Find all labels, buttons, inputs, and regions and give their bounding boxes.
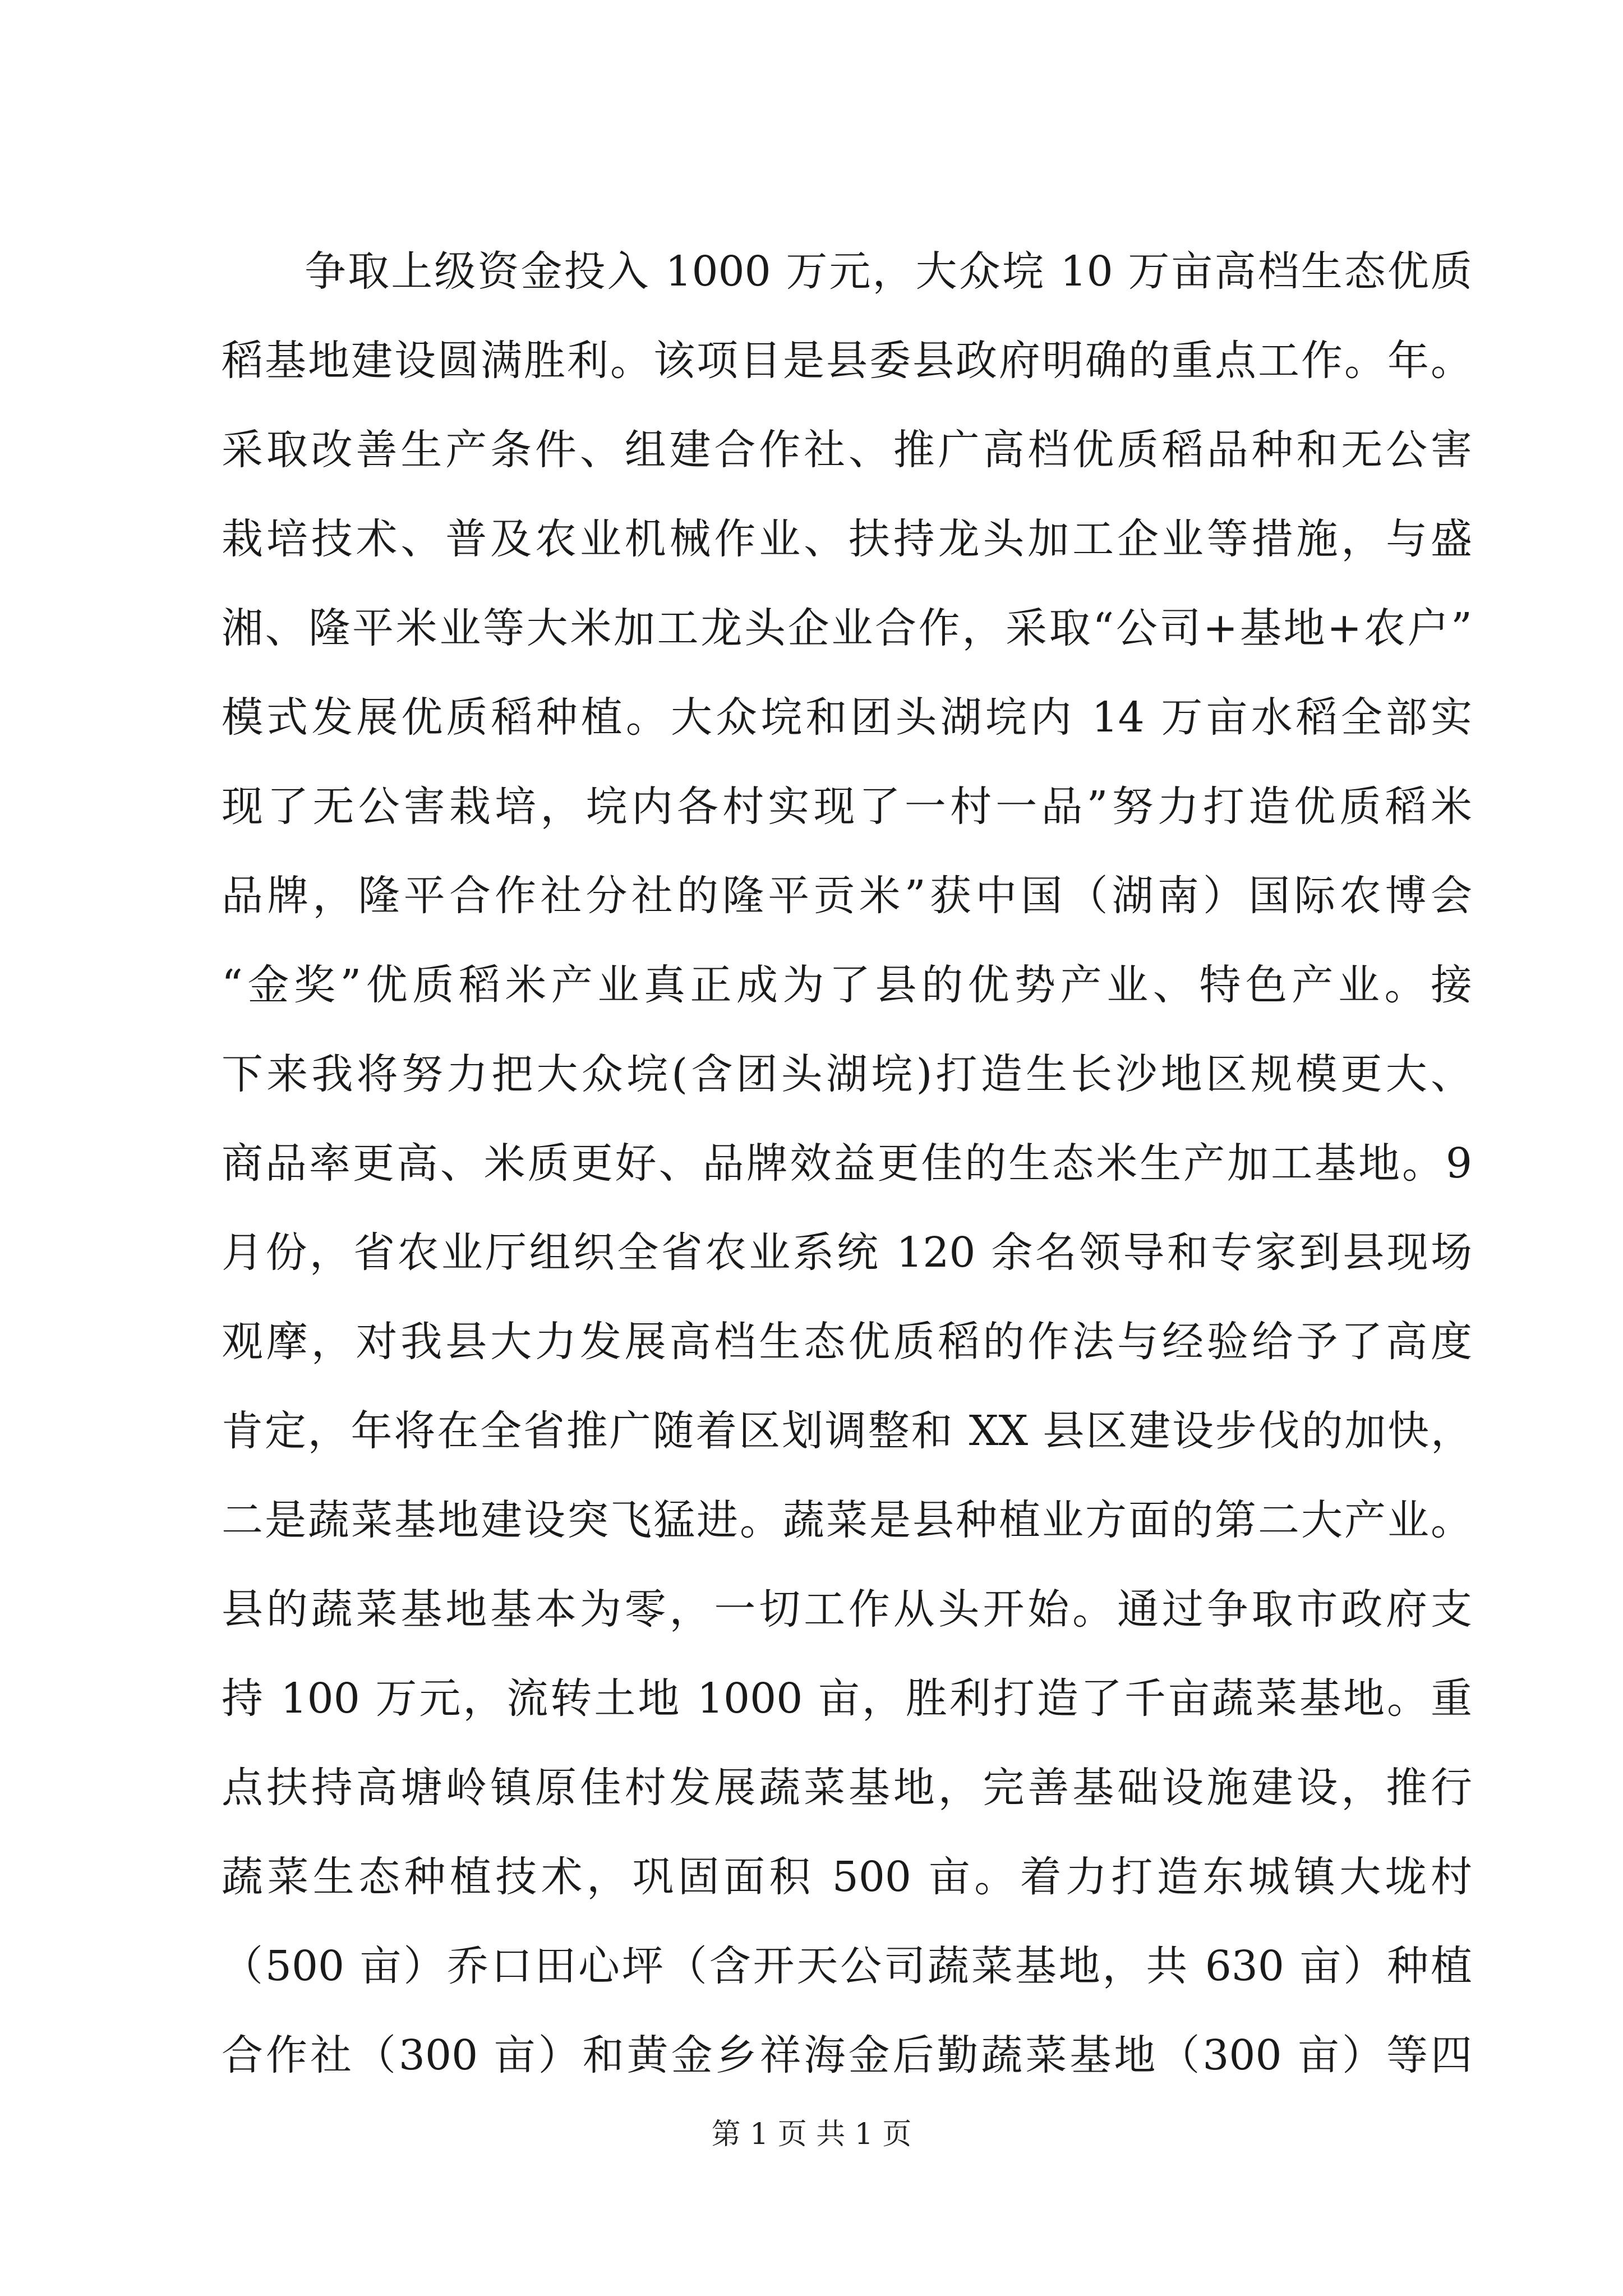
text-line: 点扶持高塘岭镇原佳村发展蔬菜基地，完善基础设施建设，推行 bbox=[222, 1764, 1472, 1812]
text-line: 栽培技术、普及农业机械作业、扶持龙头加工企业等措施，与盛 bbox=[222, 515, 1472, 563]
text-line: 月份，省农业厅组织全省农业系统 120 余名领导和专家到县现场 bbox=[222, 1228, 1472, 1277]
text-line: 肯定，年将在全省推广随着区划调整和 XX 县区建设步伐的加快， bbox=[222, 1407, 1472, 1455]
text-line: 湘、隆平米业等大米加工龙头企业合作，采取“公司+基地+农户” bbox=[222, 604, 1472, 652]
text-line: 观摩，对我县大力发展高档生态优质稻的作法与经验给予了高度 bbox=[222, 1318, 1472, 1366]
text-line: 争取上级资金投入 1000 万元，大众垸 10 万亩高档生态优质 bbox=[305, 247, 1472, 296]
text-line: 二是蔬菜基地建设突飞猛进。蔬菜是县种植业方面的第二大产业。 bbox=[222, 1496, 1472, 1544]
text-line: （500 亩）乔口田心坪（含开天公司蔬菜基地，共 630 亩）种植 bbox=[222, 1942, 1472, 1990]
text-line: 采取改善生产条件、组建合作社、推广高档优质稻品种和无公害 bbox=[222, 426, 1472, 474]
text-line: 模式发展优质稻种植。大众垸和团头湖垸内 14 万亩水稻全部实 bbox=[222, 693, 1472, 742]
text-line: 县的蔬菜基地基本为零，一切工作从头开始。通过争取市政府支 bbox=[222, 1585, 1472, 1634]
text-line: 持 100 万元，流转土地 1000 亩，胜利打造了千亩蔬菜基地。重 bbox=[222, 1674, 1472, 1723]
page-footer: 第 1 页 共 1 页 bbox=[711, 2118, 912, 2151]
text-line: 合作社（300 亩）和黄金乡祥海金后勤蔬菜基地（300 亩）等四 bbox=[222, 2031, 1472, 2079]
text-line: 稻基地建设圆满胜利。该项目是县委县政府明确的重点工作。年。 bbox=[222, 337, 1472, 385]
text-line: “金奖”优质稻米产业真正成为了县的优势产业、特色产业。接 bbox=[222, 961, 1472, 1009]
text-line: 蔬菜生态种植技术，巩固面积 500 亩。着力打造东城镇大垅村 bbox=[222, 1853, 1472, 1901]
text-line: 商品率更高、米质更好、品牌效益更佳的生态米生产加工基地。9 bbox=[222, 1139, 1472, 1188]
text-line: 下来我将努力把大众垸(含团头湖垸)打造生长沙地区规模更大、 bbox=[222, 1050, 1472, 1098]
text-line: 品牌，隆平合作社分社的隆平贡米”获中国（湖南）国际农博会 bbox=[222, 872, 1472, 920]
body-paragraph bbox=[222, 227, 1472, 2100]
text-line: 现了无公害栽培，垸内各村实现了一村一品”努力打造优质稻米 bbox=[222, 783, 1472, 831]
